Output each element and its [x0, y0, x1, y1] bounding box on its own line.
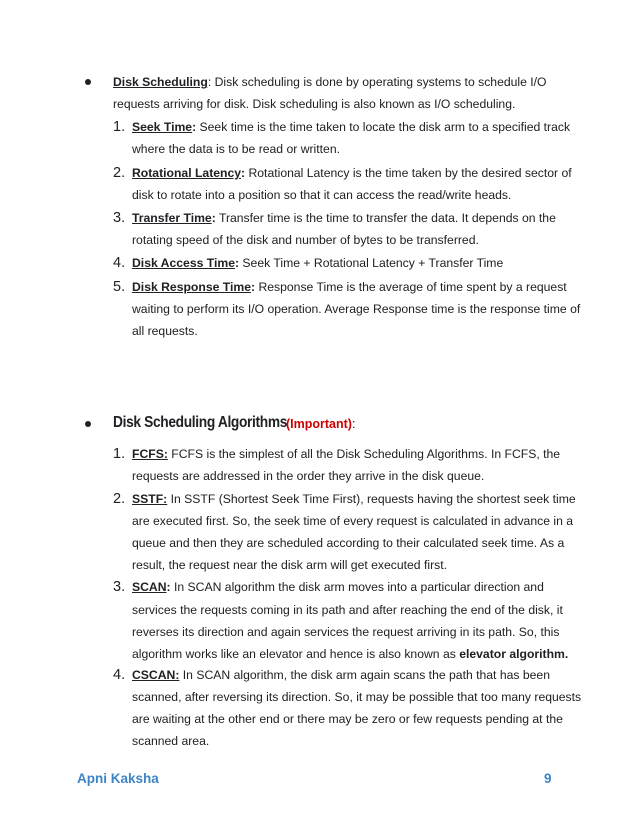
scan-line-3: reverses its direction and again services the request arriving in its path. So, this — [132, 625, 560, 639]
list-number: 3. — [113, 579, 126, 595]
important-label: (Important): — [286, 417, 356, 431]
disk-scheduling-line-1: Disk Scheduling: Disk scheduling is done by operating systems to schedule I/O — [113, 75, 547, 89]
term-disk-scheduling: Disk Scheduling — [113, 75, 208, 89]
sstf-line-2: are executed first. So, the seek time of every request is calculated in advance in a — [132, 514, 574, 528]
rotational-latency-line-2: disk to rotate into a position so that it can access the read/write heads. — [132, 188, 512, 202]
list-number: 2. — [113, 491, 126, 507]
sstf-line-4: result, the request near the disk arm will get executed first. — [132, 558, 447, 572]
list-number: 3. — [113, 210, 126, 226]
transfer-time-line-1: Transfer Time: Transfer time is the time to transfer the data. It depends on the — [132, 211, 556, 225]
cscan-line-3: are waiting at the other end or there may be zero or few requests pending at the — [132, 712, 563, 726]
list-number: 1. — [113, 119, 126, 135]
bullet-dot — [85, 421, 91, 427]
rotational-latency-line-1: Rotational Latency: Rotational Latency is the time taken by the desired sector of — [132, 166, 572, 180]
bullet-dot — [85, 79, 91, 85]
cscan-line-1: CSCAN: In SCAN algorithm, the disk arm again scans the path that has been — [132, 668, 550, 682]
page-number: 9 — [544, 771, 552, 786]
sstf-line-1: SSTF: In SSTF (Shortest Seek Time First), requests having the shortest seek time — [132, 492, 576, 506]
disk-response-time-line-2: waiting to perform its I/O operation. Average Response time is the response time of — [132, 302, 581, 316]
seek-time-line-1: Seek Time: Seek time is the time taken to locate the disk arm to a specified track — [132, 120, 571, 134]
section-heading: Disk Scheduling Algorithms — [113, 414, 288, 431]
seek-time-line-2: where the data is to be read or written. — [132, 142, 340, 156]
list-number: 5. — [113, 279, 126, 295]
disk-response-time-line-1: Disk Response Time: Response Time is the average of time spent by a request — [132, 280, 567, 294]
fcfs-line-2: requests are addressed in the order they arrive in the disk queue. — [132, 469, 485, 483]
disk-scheduling-line-2: requests arriving for disk. Disk scheduling is also known as I/O scheduling. — [113, 97, 516, 111]
sstf-line-3: queue and then they are scheduled according to their calculated seek time. As a — [132, 536, 565, 550]
list-number: 4. — [113, 255, 126, 271]
list-number: 4. — [113, 667, 126, 683]
cscan-line-4: scanned area. — [132, 734, 210, 748]
transfer-time-line-2: rotating speed of the disk and number of bytes to be transferred. — [132, 233, 479, 247]
disk-access-time-line-1: Disk Access Time: Seek Time + Rotational Latency + Transfer Time — [132, 256, 504, 270]
scan-line-2: services the requests coming in its path and after reaching the end of the disk, it — [132, 603, 563, 617]
list-number: 1. — [113, 446, 126, 462]
disk-response-time-line-3: all requests. — [132, 324, 198, 338]
scan-line-1: SCAN: In SCAN algorithm the disk arm moves into a particular direction and — [132, 580, 544, 594]
cscan-line-2: scanned, after reversing its direction. So, it may be possible that too many requests — [132, 690, 582, 704]
scan-line-4: algorithm works like an elevator and hence is also known as elevator algorithm. — [132, 647, 569, 661]
list-number: 2. — [113, 165, 126, 181]
fcfs-line-1: FCFS: FCFS is the simplest of all the Disk Scheduling Algorithms. In FCFS, the — [132, 447, 561, 461]
footer-brand: Apni Kaksha — [77, 771, 159, 786]
